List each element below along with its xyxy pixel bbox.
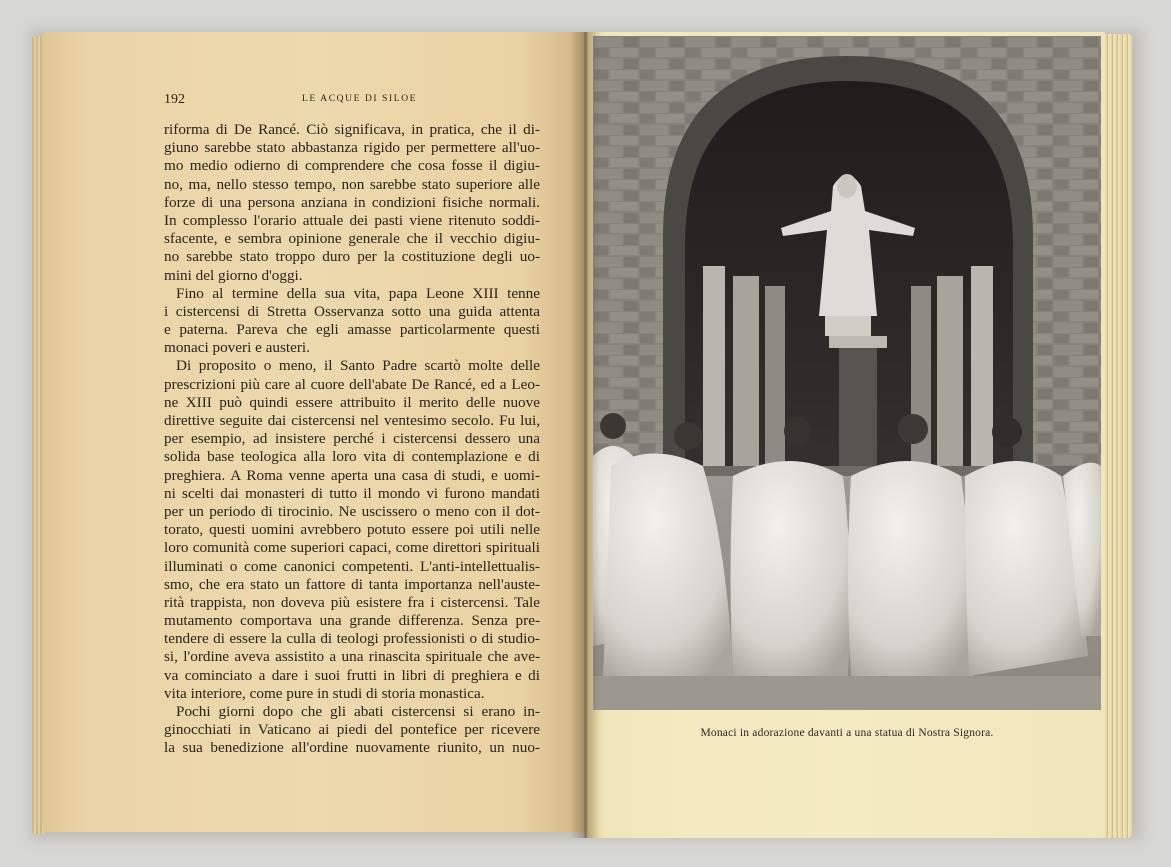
book-gutter (570, 32, 600, 838)
text-line: mini del giorno d'oggi. (164, 266, 303, 284)
text-line: ni scelti dai monasteri di tutto il mondo vi furono mandati (164, 484, 540, 502)
text-line: rità trappista, non doveva più esistere fra i cistercensi. Tale (164, 593, 540, 611)
running-title: LE ACQUE DI SILOE (302, 94, 418, 104)
text-line: per esempio, ad insistere perché i cistercensi dessero una (164, 430, 540, 448)
text-line: monaci poveri e austeri. (164, 339, 310, 357)
photograph (593, 36, 1101, 710)
text-line: illuminati o come canonici competenti. L'anti-intellettualis- (164, 557, 540, 575)
text-line: riforma di De Rancé. Ciò significava, in pratica, che il di- (164, 121, 540, 138)
text-line: e paterna. Pareva che egli amasse particolarmente questi (164, 321, 540, 339)
text-line: no sarebbe stato troppo duro per la costituzione degli uo- (164, 248, 540, 266)
text-line: torato, questi uomini avrebbero potuto essere poi utili nelle (164, 521, 540, 539)
text-line: la sua benedizione all'ordine nuovamente riunito, un nuo- (164, 739, 540, 757)
text-line: prescrizioni più care al cuore dell'abate De Rancé, ed a Leo- (164, 375, 540, 393)
text-line: In complesso l'orario attuale dei pasti viene ritenuto soddi- (164, 211, 540, 229)
text-line: si, l'ordine aveva assistito a una rinascita spirituale che ave- (164, 648, 540, 666)
text-line: no, ma, nello stesso tempo, non sarebbe stato superiore alle (164, 175, 540, 193)
text-line: smo, che era stato un fattore di tanta importanza nell'auste- (164, 575, 540, 593)
text-line: Fino al termine della sua vita, papa Leone XIII tenne (176, 284, 540, 302)
text-line: giuno sarebbe stato abbastanza rigido per permettere all'uo- (164, 139, 540, 157)
page-number: 192 (164, 92, 185, 107)
text-line: vita interiore, come pure in studi di storia monastica. (164, 684, 485, 702)
text-line: va cominciato a dare i suoi frutti in libri di preghiera e di (164, 666, 540, 684)
text-line: loro comunità come superiori capaci, come direttori spirituali (164, 539, 540, 557)
text-line: i cistercensi di Stretta Osservanza sotto una guida attenta (164, 302, 540, 320)
text-line: direttive seguite dai cistercensi nel ventesimo secolo. Fu lui, (164, 412, 540, 429)
text-line: preghiera. A Roma venne aperta una casa di studi, e uomi- (164, 466, 540, 484)
text-line: ne XIII può quindi essere attribuito il merito delle nuove (164, 393, 540, 411)
monks-statue-photo (593, 36, 1101, 710)
photo-caption: Monaci in adorazione davanti a una statua di Nostra Signora. (700, 727, 994, 739)
text-line: sfacente, e sembra opinione generale che il vecchio digiu- (164, 230, 540, 248)
text-line: ginocchiati in Vaticano ai piedi del pontefice per ricevere (164, 721, 540, 739)
text-line: forze di una persona anziana in condizioni fisiche normali. (164, 193, 540, 211)
text-line: Pochi giorni dopo che gli abati cistercensi si erano in- (176, 703, 540, 720)
text-line: per un periodo di tirocinio. Ne uscissero o meno con il dot- (164, 502, 540, 520)
text-line: mutamento comportava una grande differenza. Senza pre- (164, 612, 540, 630)
body-text (164, 121, 540, 758)
running-head (164, 92, 560, 112)
text-line: Di proposito o meno, il Santo Padre scartò molte delle (176, 357, 540, 375)
text-line: mo medio odierno di comprendere che cosa fosse il digiu- (164, 157, 540, 175)
text-line: tendere di essere la culla di teologi professionisti o di studio- (164, 630, 540, 648)
text-line: solida base teologica alla loro vita di contemplazione e di (164, 448, 540, 466)
